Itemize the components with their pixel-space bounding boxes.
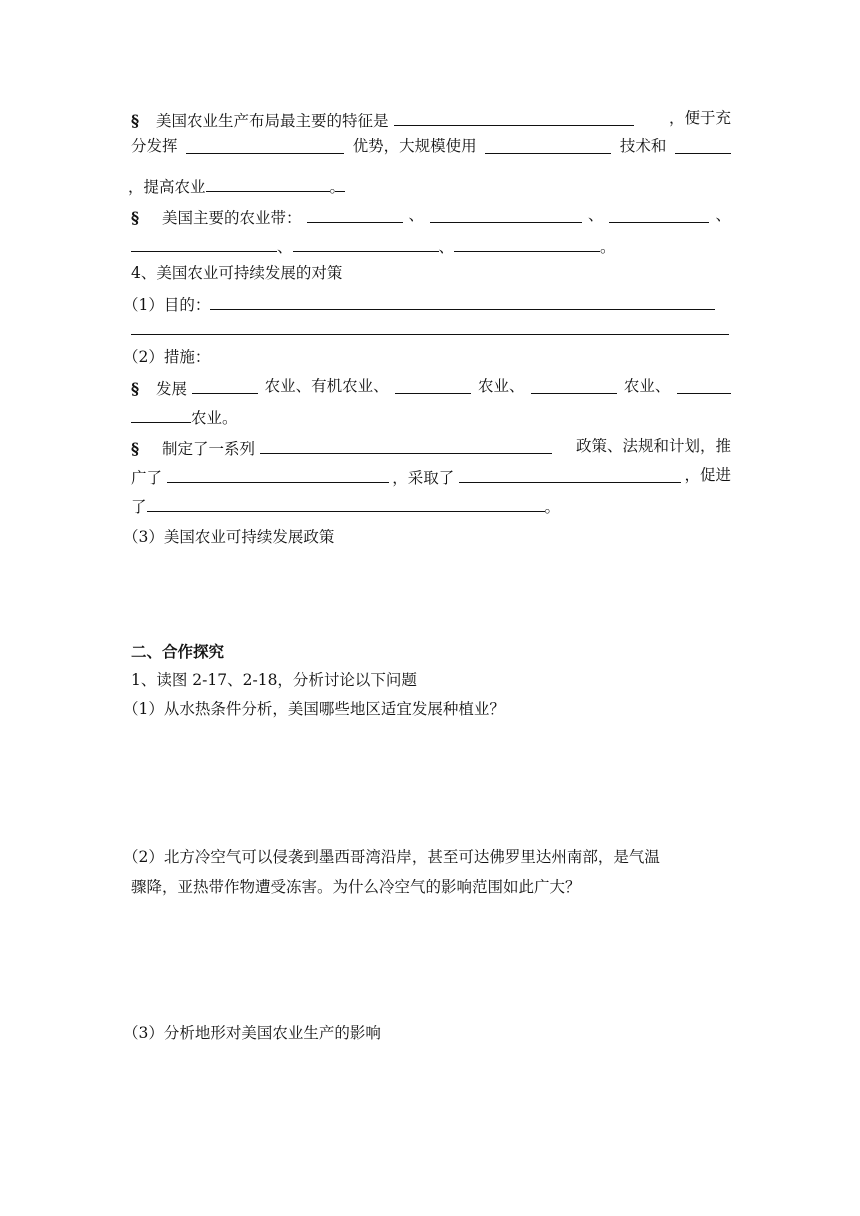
blank-line[interactable] bbox=[147, 493, 545, 512]
develop-line-1 bbox=[131, 375, 731, 400]
separator: 、 bbox=[438, 238, 455, 256]
section-heading: 二、合作探究 bbox=[131, 642, 225, 661]
blank-line[interactable] bbox=[531, 375, 617, 394]
agri-belts-line-2 bbox=[131, 233, 731, 258]
section-symbol: § bbox=[131, 111, 140, 130]
blank-line[interactable] bbox=[206, 173, 330, 192]
text: ，便于充 bbox=[668, 109, 731, 127]
text: 分发挥 bbox=[131, 137, 178, 155]
text: 制定了一系列 bbox=[162, 440, 256, 458]
layout-feature-line-1 bbox=[131, 107, 731, 132]
blank-line[interactable] bbox=[430, 204, 582, 223]
end-mark: 。 bbox=[600, 238, 616, 256]
policy-line-1 bbox=[131, 435, 731, 460]
text: 广了 bbox=[131, 469, 163, 487]
separator: 、 bbox=[587, 206, 604, 224]
blank-line[interactable] bbox=[677, 375, 731, 394]
blank-line[interactable] bbox=[395, 375, 471, 394]
blank-line[interactable] bbox=[485, 135, 611, 154]
separator: 、 bbox=[277, 238, 293, 256]
blank-line[interactable] bbox=[260, 435, 552, 454]
question-1-sub-3: （3）分析地形对美国农业生产的影响 bbox=[123, 1024, 381, 1042]
blank-line[interactable] bbox=[167, 464, 389, 483]
question-1-sub-2-cont: 骤降，亚热带作物遭受冻害。为什么冷空气的影响范围如此广大？ bbox=[131, 878, 581, 896]
text: 了 bbox=[131, 498, 147, 516]
goal-line bbox=[123, 291, 723, 316]
section-symbol: § bbox=[131, 379, 140, 398]
layout-feature-line-3 bbox=[128, 173, 728, 198]
blank-line[interactable] bbox=[454, 233, 600, 252]
text: ，提高农业 bbox=[128, 178, 206, 196]
question-1-sub-2: （2）北方冷空气可以侵袭到墨西哥湾沿岸，甚至可达佛罗里达州南部，是气温 bbox=[123, 848, 660, 866]
blank-line[interactable] bbox=[186, 135, 344, 154]
blank-line[interactable] bbox=[609, 204, 709, 223]
strategy-title: 4、美国农业可持续发展的对策 bbox=[131, 264, 343, 282]
separator: 、 bbox=[715, 206, 731, 224]
text: 农业、 bbox=[623, 377, 671, 395]
text: 农业、有机农业、 bbox=[264, 377, 389, 395]
question-1: 1、读图 2-17、2-18，分析讨论以下问题 bbox=[131, 671, 417, 689]
policy-line-3 bbox=[131, 493, 731, 518]
text: 。 bbox=[329, 178, 346, 196]
question-1-sub-1: （1）从水热条件分析，美国哪些地区适宜发展种植业？ bbox=[123, 700, 505, 718]
develop-line-2 bbox=[131, 404, 731, 429]
text: ，促进 bbox=[684, 466, 731, 484]
text: 农业、 bbox=[477, 377, 525, 395]
policy-subheading: （3）美国农业可持续发展政策 bbox=[123, 528, 335, 546]
blank-line[interactable] bbox=[459, 464, 681, 483]
text: 发展 bbox=[156, 380, 188, 398]
blank-line[interactable] bbox=[307, 204, 403, 223]
blank-line[interactable] bbox=[293, 233, 439, 252]
blank-line[interactable] bbox=[675, 135, 731, 154]
text: 政策、法规和计划，推 bbox=[575, 437, 731, 455]
text: 优势，大规模使用 bbox=[352, 137, 477, 155]
blank-line[interactable] bbox=[394, 107, 634, 126]
text: ，采取了 bbox=[392, 469, 455, 487]
policy-line-2 bbox=[131, 464, 731, 489]
blank-line[interactable] bbox=[131, 233, 277, 252]
section-symbol: § bbox=[131, 208, 140, 227]
blank-line bbox=[335, 173, 345, 192]
agri-belts-line-1 bbox=[131, 204, 731, 229]
section-symbol: § bbox=[131, 439, 140, 458]
end-mark: 。 bbox=[544, 498, 561, 516]
blank-line[interactable] bbox=[192, 375, 258, 394]
layout-feature-line-2 bbox=[131, 135, 731, 157]
text: 农业。 bbox=[191, 409, 238, 427]
blank-line[interactable] bbox=[210, 291, 715, 310]
text: 美国农业生产布局最主要的特征是 bbox=[156, 112, 389, 130]
blank-line[interactable] bbox=[131, 404, 191, 423]
text: 美国主要的农业带： bbox=[162, 209, 302, 227]
answer-rule[interactable] bbox=[131, 334, 729, 335]
text: 技术和 bbox=[619, 137, 667, 155]
measures-label: （2）措施： bbox=[123, 348, 211, 366]
separator: 、 bbox=[408, 206, 424, 224]
label: （1）目的： bbox=[123, 296, 211, 314]
